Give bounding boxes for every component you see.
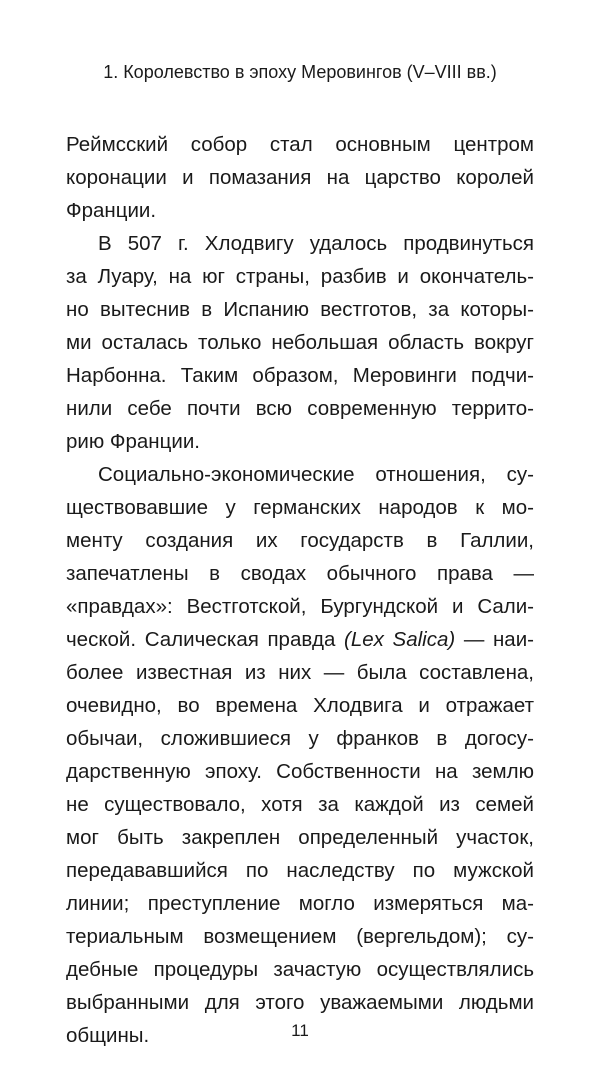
- text-line: мог быть закреплен определенный участок,: [66, 826, 534, 849]
- text-line: дебные процедуры зачастую осуществлялись: [66, 958, 534, 981]
- line-text: — наи-: [455, 628, 534, 651]
- text-line: за Луару, на юг страны, разбив и окончатель-: [66, 265, 534, 288]
- text-line: выбранными для этого уважаемыми людьми: [66, 991, 534, 1014]
- text-line: менту создания их государств в Галлии,: [66, 529, 534, 552]
- text-line: передававшийся по наследству по мужской: [66, 859, 534, 882]
- text-line: не существовало, хотя за каждой из семей: [66, 793, 534, 816]
- text-line: линии; преступление могло измеряться ма-: [66, 892, 534, 915]
- running-header: 1. Королевство в эпоху Меровингов (V–VIII вв.): [103, 62, 497, 82]
- page-number: 11: [291, 1021, 309, 1040]
- text-line: Франции.: [66, 199, 157, 222]
- text-line: общины.: [66, 1024, 150, 1047]
- text-line: Реймсский собор стал основным центром: [66, 133, 534, 156]
- text-line: [66, 623, 534, 656]
- body-text: [66, 128, 534, 1052]
- text-line: обычаи, сложившиеся у франков в догосу-: [66, 727, 534, 750]
- italic-text: (Lex Salica): [344, 628, 456, 651]
- text-line: но вытеснив в Испанию вестготов, за которы-: [66, 298, 534, 321]
- text-line: дарственную эпоху. Собственности на землю: [66, 760, 534, 783]
- text-line: нили себе почти всю современную террито-: [66, 397, 534, 420]
- text-line: «правдах»: Вестготской, Бургундской и Сали-: [66, 595, 534, 618]
- text-line: рию Франции.: [66, 430, 200, 453]
- text-line: коронации и помазания на царство королей: [66, 166, 534, 189]
- text-line: запечатлены в сводах обычного права —: [66, 562, 534, 585]
- line-text: ческой. Салическая правда: [66, 628, 345, 651]
- text-line: ми осталась только небольшая область вокруг: [66, 331, 534, 354]
- text-line: более известная из них — была составлена,: [66, 661, 534, 684]
- text-line: очевидно, во времена Хлодвига и отражает: [66, 694, 534, 717]
- text-line: ществовавшие у германских народов к мо-: [66, 496, 534, 519]
- text-line: Нарбонна. Таким образом, Меровинги подчи-: [66, 364, 534, 387]
- text-line: Социально-экономические отношения, су-: [98, 463, 534, 486]
- text-line: В 507 г. Хлодвигу удалось продвинуться: [98, 232, 534, 255]
- text-line: териальным возмещением (вергельдом); су-: [66, 925, 534, 948]
